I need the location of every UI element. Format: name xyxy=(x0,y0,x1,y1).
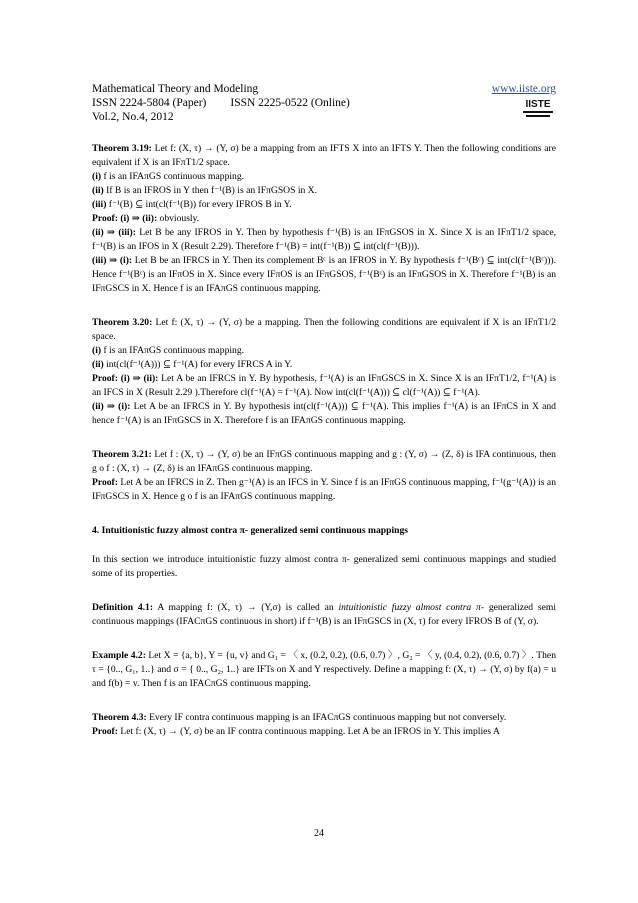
section-intro: In this section we introduce intuitionistic fuzzy almost contra π- generalized semi continuous mappings and studied some of its properties. xyxy=(92,554,556,579)
article-body xyxy=(92,142,556,739)
theorem-3-20: Theorem 3.20: Let f: (X, τ) → (Y, σ) be a mapping. Then the following conditions are equivalent if X is an IFπT1/2 space. xyxy=(92,317,556,342)
volume-info: Vol.2, No.4, 2012 xyxy=(92,111,174,123)
proof-i-ii: Proof: (i) ⇒ (ii): Let A be an IFRCS in Y. By hypothesis, f⁻¹(A) is an IFπGSCS in X. Since X is an IFπT1/2, f⁻¹(A) is an IFCS in X (Result 2.29 ).Therefore cl(f⁻¹(A) = f⁻¹(A). Now int(cl(f⁻¹(A))) ⊆ cl(f⁻¹(A)) ⊆ f⁻¹(A). xyxy=(92,373,556,398)
proof-ii-i: (ii) ⇒ (i): Let A be an IFRCS in Y. By hypothesis int(cl(f⁻¹(A))) ⊆ f⁻¹(A). This implies f⁻¹(A) is an IFπCS in X and hence f⁻¹(A) is an IFπGSCS in X. Therefore f is an IFAπGS continuous mapping. xyxy=(92,401,556,426)
journal-url-link[interactable]: www.iiste.org xyxy=(491,83,556,95)
issn-print: ISSN 2224-5804 (Paper) xyxy=(92,97,207,109)
page-number: 24 xyxy=(314,828,324,839)
proof-3-21: Proof: Let A be an IFRCS in Z. Then g⁻¹(A) is an IFCS in Y. Since f is an IFπGS continuous mapping, f⁻¹(g⁻¹(A)) is an IFπGSCS in X. Hence g o f is an IFAπGS continuous mapping. xyxy=(92,477,556,502)
theorem-3-19: Theorem 3.19: Let f: (X, τ) → (Y, σ) be a mapping from an IFTS X into an IFTS Y. Then the following conditions are equivalent if X is an IFπT1/2 space. xyxy=(92,143,556,168)
journal-title: Mathematical Theory and Modeling xyxy=(92,83,259,95)
page-header xyxy=(92,82,556,134)
proof-i-ii: Proof: (i) ⇒ (ii): obviously. xyxy=(92,213,200,224)
issn-online: ISSN 2225-0522 (Online) xyxy=(230,97,350,109)
definition-4-1: Definition 4.1: A mapping f: (X, τ) → (Y,σ) is called an intuitionistic fuzzy almost contra π- generalized semi continuous mappings (IFACπGS continuous in short) if f⁻¹(B) is an IFπGSCS in (X, τ) for every IFROS B of (Y, σ). xyxy=(92,602,556,627)
issn-row xyxy=(92,96,556,110)
example-4-2: Example 4.2: Let X = {a, b}, Y = {u, v} and G₁ = 〈 x, (0.2, 0.2), (0.6, 0.7) 〉, G₂ = 〈 y, (0.4, 0.2), (0.6, 0.7) 〉. Then τ = {0.., G₁, 1..} and σ = { 0.., G₂, 1..} are IFTs on X and Y respectively. Define a mapping f: (X, τ) → (Y, σ) by f(a) = u and f(b) = v. Then f is an IFACπGS continuous mapping. xyxy=(92,650,556,689)
condition-iii: (iii) f⁻¹(B) ⊆ int(cl(f⁻¹(B)) for every IFROS B in Y. xyxy=(92,199,292,210)
theorem-3-21: Theorem 3.21: Let f : (X, τ) → (Y, σ) be an IFπGS continuous mapping and g : (Y, σ) → (Z, δ) is IFA continuous, then g o f : (X, τ) → (Z, δ) is an IFAπGS continuous mapping. xyxy=(92,449,556,474)
condition-i: (i) f is an IFAπGS continuous mapping. xyxy=(92,171,245,182)
section-heading: 4. Intuitionistic fuzzy almost contra π- generalized semi continuous mappings xyxy=(92,525,408,536)
condition-i: (i) f is an IFAπGS continuous mapping. xyxy=(92,345,245,356)
proof-iii-i: (iii) ⇒ (i): Let B be an IFRCS in Y. Then its complement Bᶜ is an IFROS in Y. By hypothesis f⁻¹(Bᶜ) ⊆ int(cl(f⁻¹(Bᶜ))). Hence f⁻¹(Bᶜ) is an IFπOS in X. Since every IFπOS is an IFπGSOS, f⁻¹(Bᶜ) is an IFπGSOS in X. Therefore f⁻¹(B) is an IFπGSCS in X. Hence f is an IFAπGS continuous mapping. xyxy=(92,255,556,294)
proof-ii-iii: (ii) ⇒ (iii): Let B be any IFROS in Y. Then by hypothesis f⁻¹(B) is an IFπGSOS in X. Since X is an IFπT1/2 space, f⁻¹(B) is an IFOS in X (Result 2.29). Therefore f⁻¹(B) = int(f⁻¹(B)) ⊆ int(cl(f⁻¹(B))). xyxy=(92,227,556,252)
condition-ii: (ii) int(cl(f⁻¹(A))) ⊆ f⁻¹(A) for every IFRCS A in Y. xyxy=(92,359,293,370)
logo-text: IISTE xyxy=(525,99,551,110)
theorem-4-3: Theorem 4.3: Every IF contra continuous mapping is an IFACπGS continuous mapping but not conversely. xyxy=(92,712,507,723)
proof-4-3: Proof: Let f: (X, τ) → (Y, σ) be an IF contra continuous mapping. Let A be an IFROS in Y. This implies A xyxy=(92,726,500,737)
condition-ii: (ii) If B is an IFROS in Y then f⁻¹(B) is an IFπGSOS in X. xyxy=(92,185,318,196)
iiste-logo-icon xyxy=(520,97,556,121)
